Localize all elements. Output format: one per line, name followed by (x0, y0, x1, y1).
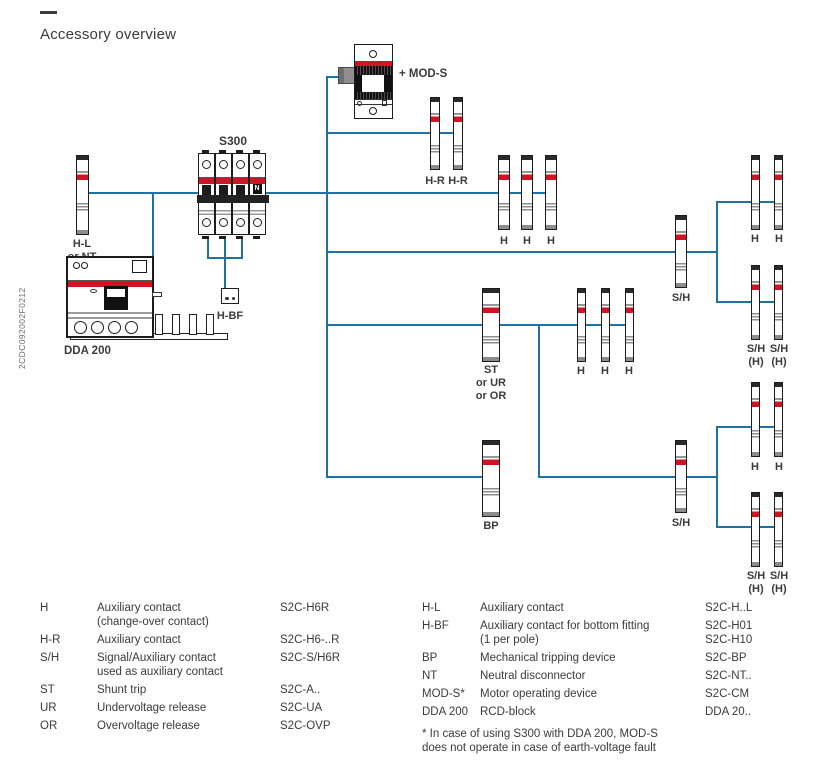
st-label-line1: ST (483, 364, 499, 376)
shh-bottom-label-1a: S/H (746, 570, 766, 582)
hr-label-2: H-R (448, 175, 468, 187)
hbf-label: H-BF (216, 310, 244, 322)
legend-code: S2C-H6-..R (280, 634, 340, 646)
h-pair-bottom-bar-1 (751, 382, 760, 457)
dda-toggle-switch (104, 286, 128, 310)
h-contact-bar-1 (498, 155, 510, 230)
dda-busbar-pin-1 (155, 314, 163, 335)
legend-desc: Mechanical tripping device (480, 652, 616, 664)
legend-abbr: H (40, 602, 49, 614)
mods-motor-device (354, 44, 393, 119)
legend-abbr: S/H (40, 652, 60, 664)
s300-breaker (198, 150, 268, 238)
legend-desc: Undervoltage release (97, 702, 207, 714)
legend-abbr: ST (40, 684, 55, 696)
h-label-2: H (523, 235, 531, 247)
document-side-code: 2CDC092002F0212 (17, 287, 27, 369)
shh-pair-bottom-bar-1 (751, 492, 760, 567)
sh-bottom-branch-line (538, 476, 718, 478)
legend-desc: Auxiliary contact (480, 602, 564, 614)
footnote (422, 727, 658, 755)
s300-handle-tie-bar (197, 195, 269, 203)
s300-drop-line-3 (241, 238, 243, 259)
mods-plug (338, 67, 355, 84)
legend-abbr: H-R (40, 634, 61, 646)
h-pair-top-bar-2 (774, 155, 783, 230)
page-title: Accessory overview (40, 26, 177, 43)
legend-desc: Signal/Auxiliary contact used as auxiliary contact (97, 652, 223, 678)
mods-label: + MOD-S (399, 68, 448, 80)
dda-side-tab (152, 292, 162, 297)
h-branch-bar-3 (625, 288, 634, 362)
st-label-line2: or UR (476, 377, 506, 389)
shh-bottom-label-2b: (H) (771, 583, 787, 595)
legend-code: S2C-H..L (705, 602, 753, 614)
h-branch-bar-2 (601, 288, 610, 362)
s300-drop-line-1 (207, 238, 209, 259)
right-top-lower-line (716, 301, 780, 303)
legend-code: DDA 20.. (705, 706, 752, 718)
mods-detail-row (355, 99, 392, 105)
mods-screw-bottom (369, 107, 377, 115)
footnote-line2: does not operate in case of earth-voltage fault (422, 742, 656, 754)
footnote-line1: * In case of using S300 with DDA 200, MOD-S (422, 728, 658, 740)
legend-desc: Auxiliary contact (97, 634, 181, 646)
legend-code: S2C-NT.. (705, 670, 752, 682)
h-branch-label-2: H (601, 365, 609, 377)
sh-label-bottom: S/H (671, 517, 691, 529)
legend-desc: Neutral disconnector (480, 670, 586, 682)
s300-drop-join-line (207, 257, 243, 259)
legend-code: S2C-S/H6R (280, 652, 341, 664)
h-pair-top-label-2: H (775, 233, 783, 245)
hr-contact-bar-2 (453, 97, 463, 170)
legend-code: S2C-OVP (280, 720, 331, 732)
mods-screw-top (369, 50, 377, 58)
shh-pair-bottom-bar-2 (774, 492, 783, 567)
right-bottom-lower-line (716, 526, 780, 528)
neutral-pole-badge: N (254, 185, 260, 192)
dda-bottom-terminal-3 (108, 321, 121, 334)
legend-code: S2C-BP (705, 652, 747, 664)
title-dash (40, 11, 57, 14)
dda-bottom-terminal-2 (91, 321, 104, 334)
dda-200-rcd-block (66, 256, 154, 338)
legend-left-column (40, 601, 340, 733)
legend-desc: Overvoltage release (97, 720, 200, 732)
s300-label: S300 (218, 134, 248, 148)
hl-label-line1: H-L (72, 238, 92, 250)
s300-pole-2 (215, 153, 232, 235)
legend-abbr: MOD-S* (422, 688, 465, 700)
st-release-bar (482, 288, 500, 362)
s300-pole-n (249, 153, 266, 235)
sh-contact-bar-bottom (675, 440, 687, 513)
mods-hatch-upper (355, 66, 392, 75)
legend-abbr: H-L (422, 602, 441, 614)
legend-abbr: NT (422, 670, 438, 682)
legend-code: S2C-H01 S2C-H10 (705, 620, 753, 646)
legend-abbr: BP (422, 652, 438, 664)
right-top-upper-line (716, 201, 780, 203)
legend-code: S2C-UA (280, 702, 323, 714)
dda-test-window (132, 260, 147, 273)
legend-right-column (422, 601, 752, 719)
legend-code: S2C-CM (705, 688, 750, 700)
h-pair-top-label-1: H (751, 233, 759, 245)
legend-abbr: DDA 200 (422, 706, 469, 718)
s300-drop-line-2 (224, 238, 226, 290)
h-pair-top-bar-1 (751, 155, 760, 230)
shh-top-label-1b: (H) (748, 356, 764, 368)
legend-abbr: H-BF (422, 620, 449, 632)
h-pair-bottom-label-2: H (775, 461, 783, 473)
h-label-1: H (500, 235, 508, 247)
h-pair-bottom-label-1: H (751, 461, 759, 473)
mods-window (355, 75, 392, 92)
shh-top-label-1a: S/H (746, 343, 766, 355)
h-branch-label-1: H (577, 365, 585, 377)
legend-desc: Auxiliary contact (change-over contact) (97, 602, 209, 628)
legend-desc: Motor operating device (480, 688, 597, 700)
sh-top-branch-line (326, 251, 718, 253)
dda-busbar-pin-3 (189, 314, 197, 335)
trunk-line (326, 76, 328, 478)
dda-bottom-terminal-1 (74, 321, 87, 334)
sh-label-top: S/H (671, 292, 691, 304)
dda-terminal-dot-1 (73, 262, 80, 269)
h-contact-bar-2 (521, 155, 533, 230)
legend-abbr: OR (40, 720, 58, 732)
right-top-junction-line (716, 201, 718, 303)
mid-junction-line (538, 324, 540, 478)
legend-desc: Auxiliary contact for bottom fitting (1 per pole) (480, 620, 650, 646)
h-branch-bar-1 (577, 288, 586, 362)
shh-top-label-2b: (H) (771, 356, 787, 368)
bp-label: BP (483, 520, 499, 532)
hr-contact-bar-1 (430, 97, 440, 170)
shh-pair-top-bar-2 (774, 265, 783, 340)
right-bottom-junction-line (716, 426, 718, 528)
dda-label: DDA 200 (64, 345, 111, 357)
dda-bottom-terminal-4 (125, 321, 138, 334)
shh-top-label-2a: S/H (769, 343, 789, 355)
hbf-bottom-fitting-contact (221, 288, 239, 304)
shh-bottom-label-1b: (H) (748, 583, 764, 595)
dda-busbar-pin-2 (172, 314, 180, 335)
s300-pole-1 (198, 153, 215, 235)
right-bottom-upper-line (716, 426, 780, 428)
hr-label-1: H-R (425, 175, 445, 187)
hl-aux-contact-bar (76, 155, 89, 235)
legend-code: S2C-H6R (280, 602, 330, 614)
bp-tripping-device-bar (482, 440, 500, 517)
mods-hatch-lower (355, 92, 392, 99)
legend-desc: RCD-block (480, 706, 536, 718)
sh-contact-bar-top (675, 215, 687, 288)
legend-code: S2C-A.. (280, 684, 321, 696)
h-branch-label-3: H (625, 365, 633, 377)
h-pair-bottom-bar-2 (774, 382, 783, 457)
shh-bottom-label-2a: S/H (769, 570, 789, 582)
dda-symbol-mark (90, 289, 97, 293)
legend-desc: Shunt trip (97, 684, 147, 696)
h-label-3: H (547, 235, 555, 247)
legend-abbr: UR (40, 702, 57, 714)
shh-pair-top-bar-1 (751, 265, 760, 340)
dda-terminal-dot-2 (81, 262, 88, 269)
bp-branch-line (326, 476, 492, 478)
st-label-line3: or OR (475, 390, 507, 402)
h-contact-bar-3 (545, 155, 557, 230)
dda-stripe-lines (68, 312, 152, 320)
s300-pole-3 (232, 153, 249, 235)
